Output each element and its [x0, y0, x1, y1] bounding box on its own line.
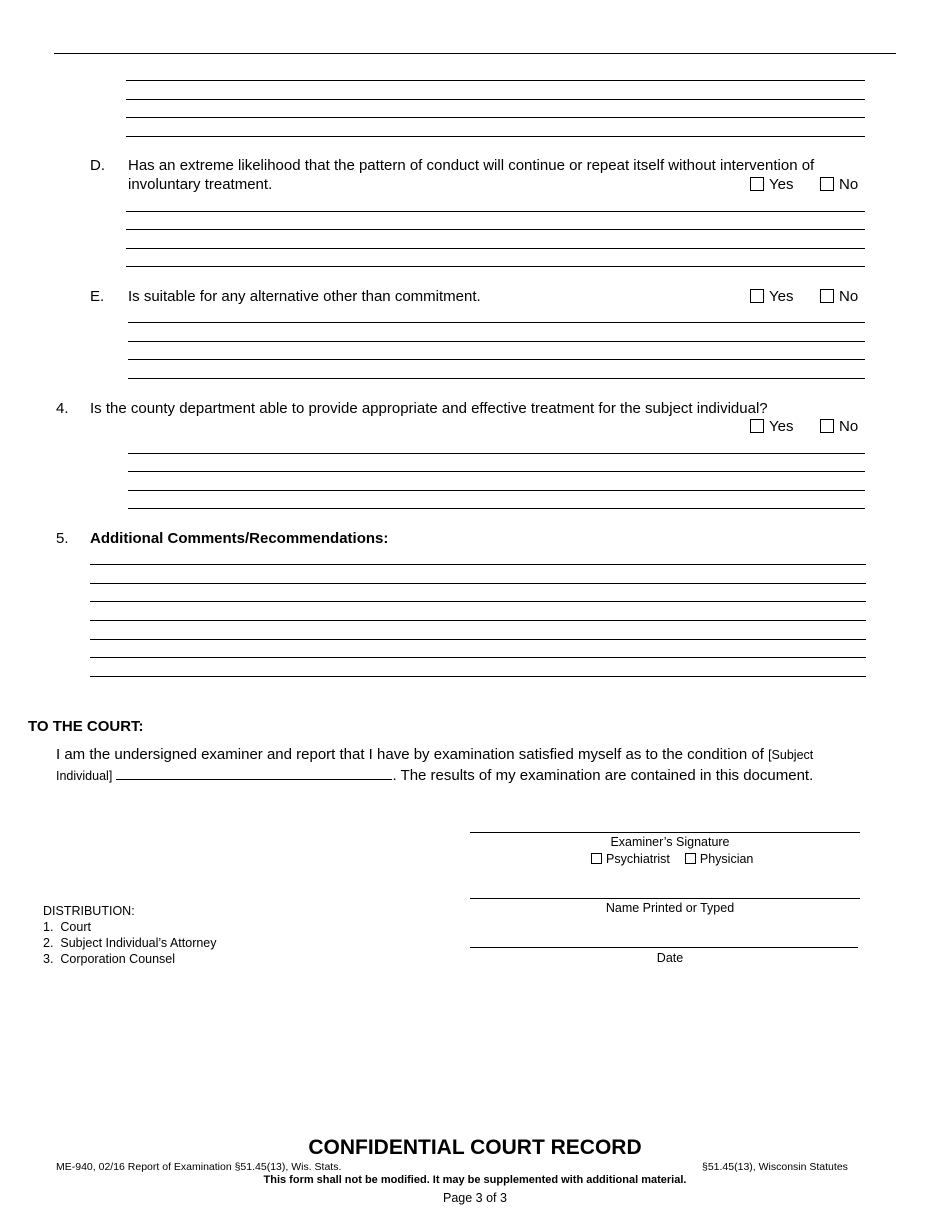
- physician-label: Physician: [699, 852, 754, 866]
- item-e-no-checkbox[interactable]: [820, 289, 834, 303]
- subject-bracket-open: [Subject: [768, 748, 814, 762]
- distribution-item: [43, 936, 217, 951]
- date-line[interactable]: [470, 947, 858, 948]
- question-4-no-checkbox[interactable]: [820, 419, 834, 433]
- item-e-text: Is suitable for any alternative other than commitment.: [128, 288, 481, 305]
- answer-line[interactable]: [126, 99, 865, 100]
- name-printed-line[interactable]: [470, 898, 860, 899]
- answer-line[interactable]: [128, 378, 865, 379]
- yes-label: Yes: [769, 288, 794, 305]
- statute-reference: §51.45(13), Wisconsin Statutes: [702, 1161, 848, 1173]
- psychiatrist-label: Psychiatrist: [606, 852, 670, 866]
- yes-label: Yes: [769, 418, 794, 435]
- examiner-signature-label: Examiner’s Signature: [610, 835, 730, 849]
- item-e-yes-option[interactable]: [750, 288, 793, 306]
- distribution-item-label: Court: [60, 920, 91, 934]
- confidential-title: CONFIDENTIAL COURT RECORD: [308, 1136, 642, 1159]
- comment-line[interactable]: [90, 601, 866, 602]
- psychiatrist-checkbox[interactable]: [591, 853, 602, 864]
- no-label: No: [839, 288, 859, 305]
- question-4-yes-checkbox[interactable]: [750, 419, 764, 433]
- distribution-heading: DISTRIBUTION:: [43, 904, 135, 918]
- item-d-no-option[interactable]: [820, 176, 858, 194]
- yes-label: Yes: [769, 176, 794, 193]
- comment-line[interactable]: [90, 676, 866, 677]
- subject-individual-field[interactable]: [116, 765, 392, 780]
- answer-line[interactable]: [128, 359, 865, 360]
- subject-bracket-close: Individual]: [56, 769, 113, 783]
- distribution-item-label: Subject Individual’s Attorney: [60, 936, 217, 950]
- name-printed-label: Name Printed or Typed: [605, 901, 735, 915]
- item-e-letter: E.: [90, 288, 105, 305]
- no-label: No: [839, 176, 859, 193]
- distribution-item: [43, 952, 175, 967]
- item-d-yes-checkbox[interactable]: [750, 177, 764, 191]
- date-label: Date: [656, 951, 684, 965]
- form-identifier: ME-940, 02/16 Report of Examination §51.45(13), Wis. Stats.: [56, 1161, 342, 1173]
- answer-line[interactable]: [128, 490, 865, 491]
- answer-line[interactable]: [126, 117, 865, 118]
- court-statement-line2: [56, 765, 813, 785]
- answer-line[interactable]: [126, 229, 865, 230]
- modification-notice: This form shall not be modified. It may be supplemented with additional material.: [263, 1174, 687, 1186]
- item-d-text-line2: involuntary treatment.: [128, 176, 273, 193]
- court-statement-line1: [56, 746, 813, 764]
- comment-line[interactable]: [90, 564, 866, 565]
- court-statement-part1: I am the undersigned examiner and report that I have by examination satisfied myself as to the condition of: [56, 746, 764, 763]
- physician-checkbox[interactable]: [685, 853, 696, 864]
- page-number: Page 3 of 3: [443, 1191, 507, 1205]
- answer-line[interactable]: [126, 248, 865, 249]
- distribution-item-number: 3.: [43, 952, 54, 966]
- item-d-no-checkbox[interactable]: [820, 177, 834, 191]
- question-5-heading: Additional Comments/Recommendations:: [90, 530, 389, 547]
- answer-line[interactable]: [126, 80, 865, 81]
- answer-line[interactable]: [126, 211, 865, 212]
- examiner-signature-line[interactable]: [470, 832, 860, 833]
- distribution-item-label: Corporation Counsel: [60, 952, 176, 966]
- question-4-yes-option[interactable]: [750, 418, 793, 436]
- examiner-type-options: [591, 852, 753, 867]
- item-d-text-line1: Has an extreme likelihood that the pattern of conduct will continue or repeat itself without intervention of: [128, 157, 815, 174]
- item-d-yes-option[interactable]: [750, 176, 793, 194]
- answer-line[interactable]: [128, 322, 865, 323]
- answer-line[interactable]: [126, 136, 865, 137]
- answer-line[interactable]: [126, 266, 865, 267]
- question-4-text: Is the county department able to provide appropriate and effective treatment for the subject individual?: [90, 400, 768, 417]
- question-5-number: 5.: [56, 530, 69, 547]
- answer-line[interactable]: [128, 341, 865, 342]
- distribution-item-number: 1.: [43, 920, 54, 934]
- comment-line[interactable]: [90, 583, 866, 584]
- item-e-no-option[interactable]: [820, 288, 858, 306]
- comment-line[interactable]: [90, 639, 866, 640]
- answer-line[interactable]: [128, 471, 865, 472]
- item-d-letter: D.: [90, 157, 105, 174]
- item-e-yes-checkbox[interactable]: [750, 289, 764, 303]
- question-4-number: 4.: [56, 400, 69, 417]
- question-4-no-option[interactable]: [820, 418, 858, 436]
- to-the-court-heading: TO THE COURT:: [28, 718, 144, 735]
- court-statement-part2: . The results of my examination are contained in this document.: [392, 767, 814, 784]
- comment-line[interactable]: [90, 620, 866, 621]
- distribution-item: [43, 920, 91, 935]
- comment-line[interactable]: [90, 657, 866, 658]
- top-rule: [54, 53, 896, 54]
- answer-line[interactable]: [128, 508, 865, 509]
- answer-line[interactable]: [128, 453, 865, 454]
- no-label: No: [839, 418, 859, 435]
- distribution-item-number: 2.: [43, 936, 54, 950]
